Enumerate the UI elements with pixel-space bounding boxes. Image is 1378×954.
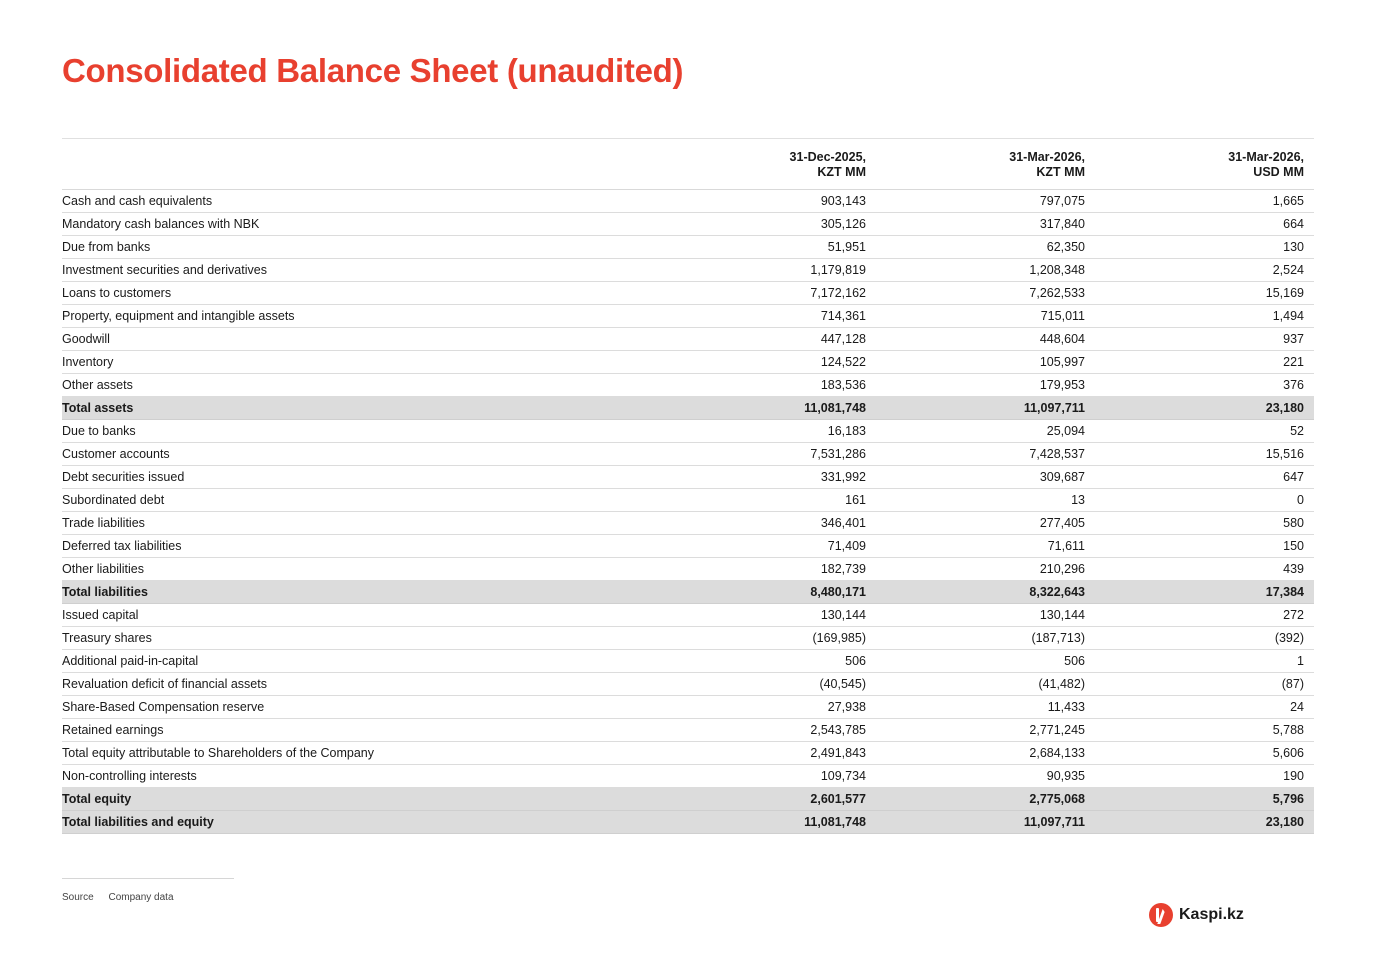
- cell-value: 2,775,068: [1029, 792, 1085, 806]
- row-label: Inventory: [62, 355, 114, 369]
- footer-divider: [62, 878, 234, 879]
- table-total-row: [62, 788, 1314, 811]
- table-row: [62, 535, 1314, 558]
- row-label: Other liabilities: [62, 562, 144, 576]
- cell-value: 506: [1064, 654, 1085, 668]
- cell-value: 309,687: [1039, 470, 1085, 484]
- cell-value: 439: [1283, 562, 1304, 576]
- cell-value: 15,516: [1265, 447, 1304, 461]
- cell-value: 2,771,245: [1029, 723, 1085, 737]
- cell-value: 179,953: [1039, 378, 1085, 392]
- row-label: Total assets: [62, 401, 134, 415]
- row-label: Goodwill: [62, 332, 110, 346]
- column-header: 31-Mar-2026, KZT MM: [1009, 150, 1085, 179]
- cell-value: 1,494: [1272, 309, 1304, 323]
- cell-value: 447,128: [820, 332, 866, 346]
- source-note: [62, 892, 186, 903]
- cell-value: 580: [1283, 516, 1304, 530]
- cell-value: 1,179,819: [810, 263, 866, 277]
- table-row: [62, 719, 1314, 742]
- cell-value: 797,075: [1039, 194, 1085, 208]
- cell-value: 714,361: [820, 309, 866, 323]
- cell-value: 182,739: [820, 562, 866, 576]
- table-row: [62, 259, 1314, 282]
- row-label: Trade liabilities: [62, 516, 145, 530]
- balance-sheet-table: [62, 138, 1314, 834]
- row-label: Customer accounts: [62, 447, 170, 461]
- cell-value: 2,601,577: [810, 792, 866, 806]
- row-label: Share-Based Compensation reserve: [62, 700, 265, 714]
- cell-value: 903,143: [820, 194, 866, 208]
- row-label: Deferred tax liabilities: [62, 539, 182, 553]
- table-row: [62, 627, 1314, 650]
- cell-value: 647: [1283, 470, 1304, 484]
- cell-value: 23,180: [1265, 401, 1304, 415]
- cell-value: 2,524: [1272, 263, 1304, 277]
- cell-value: 7,531,286: [810, 447, 866, 461]
- cell-value: 7,172,162: [810, 286, 866, 300]
- cell-value: 62,350: [1046, 240, 1085, 254]
- cell-value: 5,788: [1272, 723, 1304, 737]
- table-row: [62, 213, 1314, 236]
- cell-value: 7,262,533: [1029, 286, 1085, 300]
- cell-value: 277,405: [1039, 516, 1085, 530]
- row-label: Property, equipment and intangible assets: [62, 309, 295, 323]
- table-row: [62, 604, 1314, 627]
- cell-value: 5,796: [1272, 792, 1304, 806]
- cell-value: 130: [1283, 240, 1304, 254]
- cell-value: (169,985): [812, 631, 866, 645]
- cell-value: 13: [1071, 493, 1085, 507]
- cell-value: (40,545): [819, 677, 866, 691]
- table-row: [62, 742, 1314, 765]
- row-label: Loans to customers: [62, 286, 172, 300]
- table-row: [62, 420, 1314, 443]
- cell-value: (187,713): [1031, 631, 1085, 645]
- cell-value: (41,482): [1038, 677, 1085, 691]
- column-header: 31-Dec-2025, KZT MM: [789, 150, 866, 179]
- cell-value: 1: [1297, 654, 1304, 668]
- cell-value: 90,935: [1046, 769, 1085, 783]
- row-label: Total equity attributable to Shareholders of the Company: [62, 746, 374, 760]
- cell-value: 210,296: [1039, 562, 1085, 576]
- cell-value: 17,384: [1265, 585, 1304, 599]
- cell-value: 11,097,711: [1023, 815, 1085, 829]
- cell-value: 506: [845, 654, 866, 668]
- table-row: [62, 351, 1314, 374]
- cell-value: 150: [1283, 539, 1304, 553]
- table-row: [62, 650, 1314, 673]
- cell-value: 1,665: [1272, 194, 1304, 208]
- cell-value: 130,144: [820, 608, 866, 622]
- cell-value: 161: [845, 493, 866, 507]
- cell-value: 937: [1283, 332, 1304, 346]
- cell-value: 11,097,711: [1023, 401, 1085, 415]
- source-label: Source: [62, 892, 94, 903]
- cell-value: 7,428,537: [1029, 447, 1085, 461]
- table-row: [62, 443, 1314, 466]
- cell-value: 8,480,171: [810, 585, 866, 599]
- cell-value: 16,183: [827, 424, 866, 438]
- table-row: [62, 374, 1314, 397]
- table-row: [62, 236, 1314, 259]
- cell-value: 2,491,843: [810, 746, 866, 760]
- table-row: [62, 328, 1314, 351]
- row-label: Cash and cash equivalents: [62, 194, 213, 208]
- cell-value: 715,011: [1040, 309, 1085, 323]
- cell-value: 71,611: [1047, 539, 1085, 553]
- row-label: Investment securities and derivatives: [62, 263, 267, 277]
- table-row: [62, 190, 1314, 213]
- table-row: [62, 466, 1314, 489]
- cell-value: 664: [1283, 217, 1304, 231]
- cell-value: 8,322,643: [1029, 585, 1085, 599]
- cell-value: 11,081,748: [804, 401, 866, 415]
- cell-value: 190: [1283, 769, 1304, 783]
- cell-value: 23,180: [1265, 815, 1304, 829]
- column-header: 31-Mar-2026, USD MM: [1228, 150, 1304, 179]
- cell-value: (392): [1274, 631, 1304, 645]
- cell-value: 346,401: [820, 516, 866, 530]
- cell-value: 331,992: [820, 470, 866, 484]
- cell-value: 51,951: [827, 240, 866, 254]
- cell-value: (87): [1281, 677, 1304, 691]
- cell-value: 2,684,133: [1029, 746, 1085, 760]
- cell-value: 105,997: [1039, 355, 1085, 369]
- brand-logo: [1149, 903, 1244, 927]
- table-row: [62, 765, 1314, 788]
- row-label: Issued capital: [62, 608, 139, 622]
- cell-value: 24: [1290, 700, 1304, 714]
- cell-value: 448,604: [1039, 332, 1085, 346]
- table-body: [62, 190, 1314, 834]
- cell-value: 305,126: [820, 217, 866, 231]
- row-label: Total liabilities and equity: [62, 815, 214, 829]
- source-value: Company data: [108, 892, 174, 903]
- table-row: [62, 489, 1314, 512]
- brand-name: Kaspi.kz: [1179, 906, 1244, 923]
- cell-value: 11,433: [1047, 700, 1085, 714]
- cell-value: 5,606: [1272, 746, 1304, 760]
- cell-value: 27,938: [827, 700, 866, 714]
- row-label: Retained earnings: [62, 723, 164, 737]
- row-label: Total equity: [62, 792, 132, 806]
- table-row: [62, 305, 1314, 328]
- cell-value: 11,081,748: [804, 815, 866, 829]
- table-row: [62, 558, 1314, 581]
- cell-value: 124,522: [820, 355, 866, 369]
- cell-value: 272: [1283, 608, 1304, 622]
- page-title: Consolidated Balance Sheet (unaudited): [62, 52, 684, 89]
- row-label: Debt securities issued: [62, 470, 185, 484]
- cell-value: 317,840: [1039, 217, 1085, 231]
- row-label: Other assets: [62, 378, 133, 392]
- cell-value: 376: [1283, 378, 1304, 392]
- table-row: [62, 512, 1314, 535]
- cell-value: 221: [1283, 355, 1304, 369]
- table-row: [62, 282, 1314, 305]
- row-label: Mandatory cash balances with NBK: [62, 217, 260, 231]
- table-total-row: [62, 397, 1314, 420]
- cell-value: 71,409: [827, 539, 866, 553]
- cell-value: 1,208,348: [1029, 263, 1085, 277]
- row-label: Total liabilities: [62, 585, 148, 599]
- row-label: Due to banks: [62, 424, 136, 438]
- cell-value: 0: [1297, 493, 1304, 507]
- table-total-row: [62, 581, 1314, 604]
- cell-value: 109,734: [820, 769, 866, 783]
- cell-value: 15,169: [1265, 286, 1304, 300]
- table-header: [62, 139, 1314, 190]
- table-row: [62, 696, 1314, 719]
- row-label: Due from banks: [62, 240, 151, 254]
- cell-value: 52: [1290, 424, 1304, 438]
- row-label: Subordinated debt: [62, 493, 165, 507]
- row-label: Additional paid-in-capital: [62, 654, 199, 668]
- cell-value: 183,536: [820, 378, 866, 392]
- row-label: Non-controlling interests: [62, 769, 197, 783]
- cell-value: 130,144: [1039, 608, 1085, 622]
- cell-value: 25,094: [1046, 424, 1085, 438]
- cell-value: 2,543,785: [810, 723, 866, 737]
- row-label: Revaluation deficit of financial assets: [62, 677, 267, 691]
- row-label: Treasury shares: [62, 631, 152, 645]
- kaspi-logo-icon: [1149, 903, 1173, 927]
- table-row: [62, 673, 1314, 696]
- table-total-row: [62, 811, 1314, 834]
